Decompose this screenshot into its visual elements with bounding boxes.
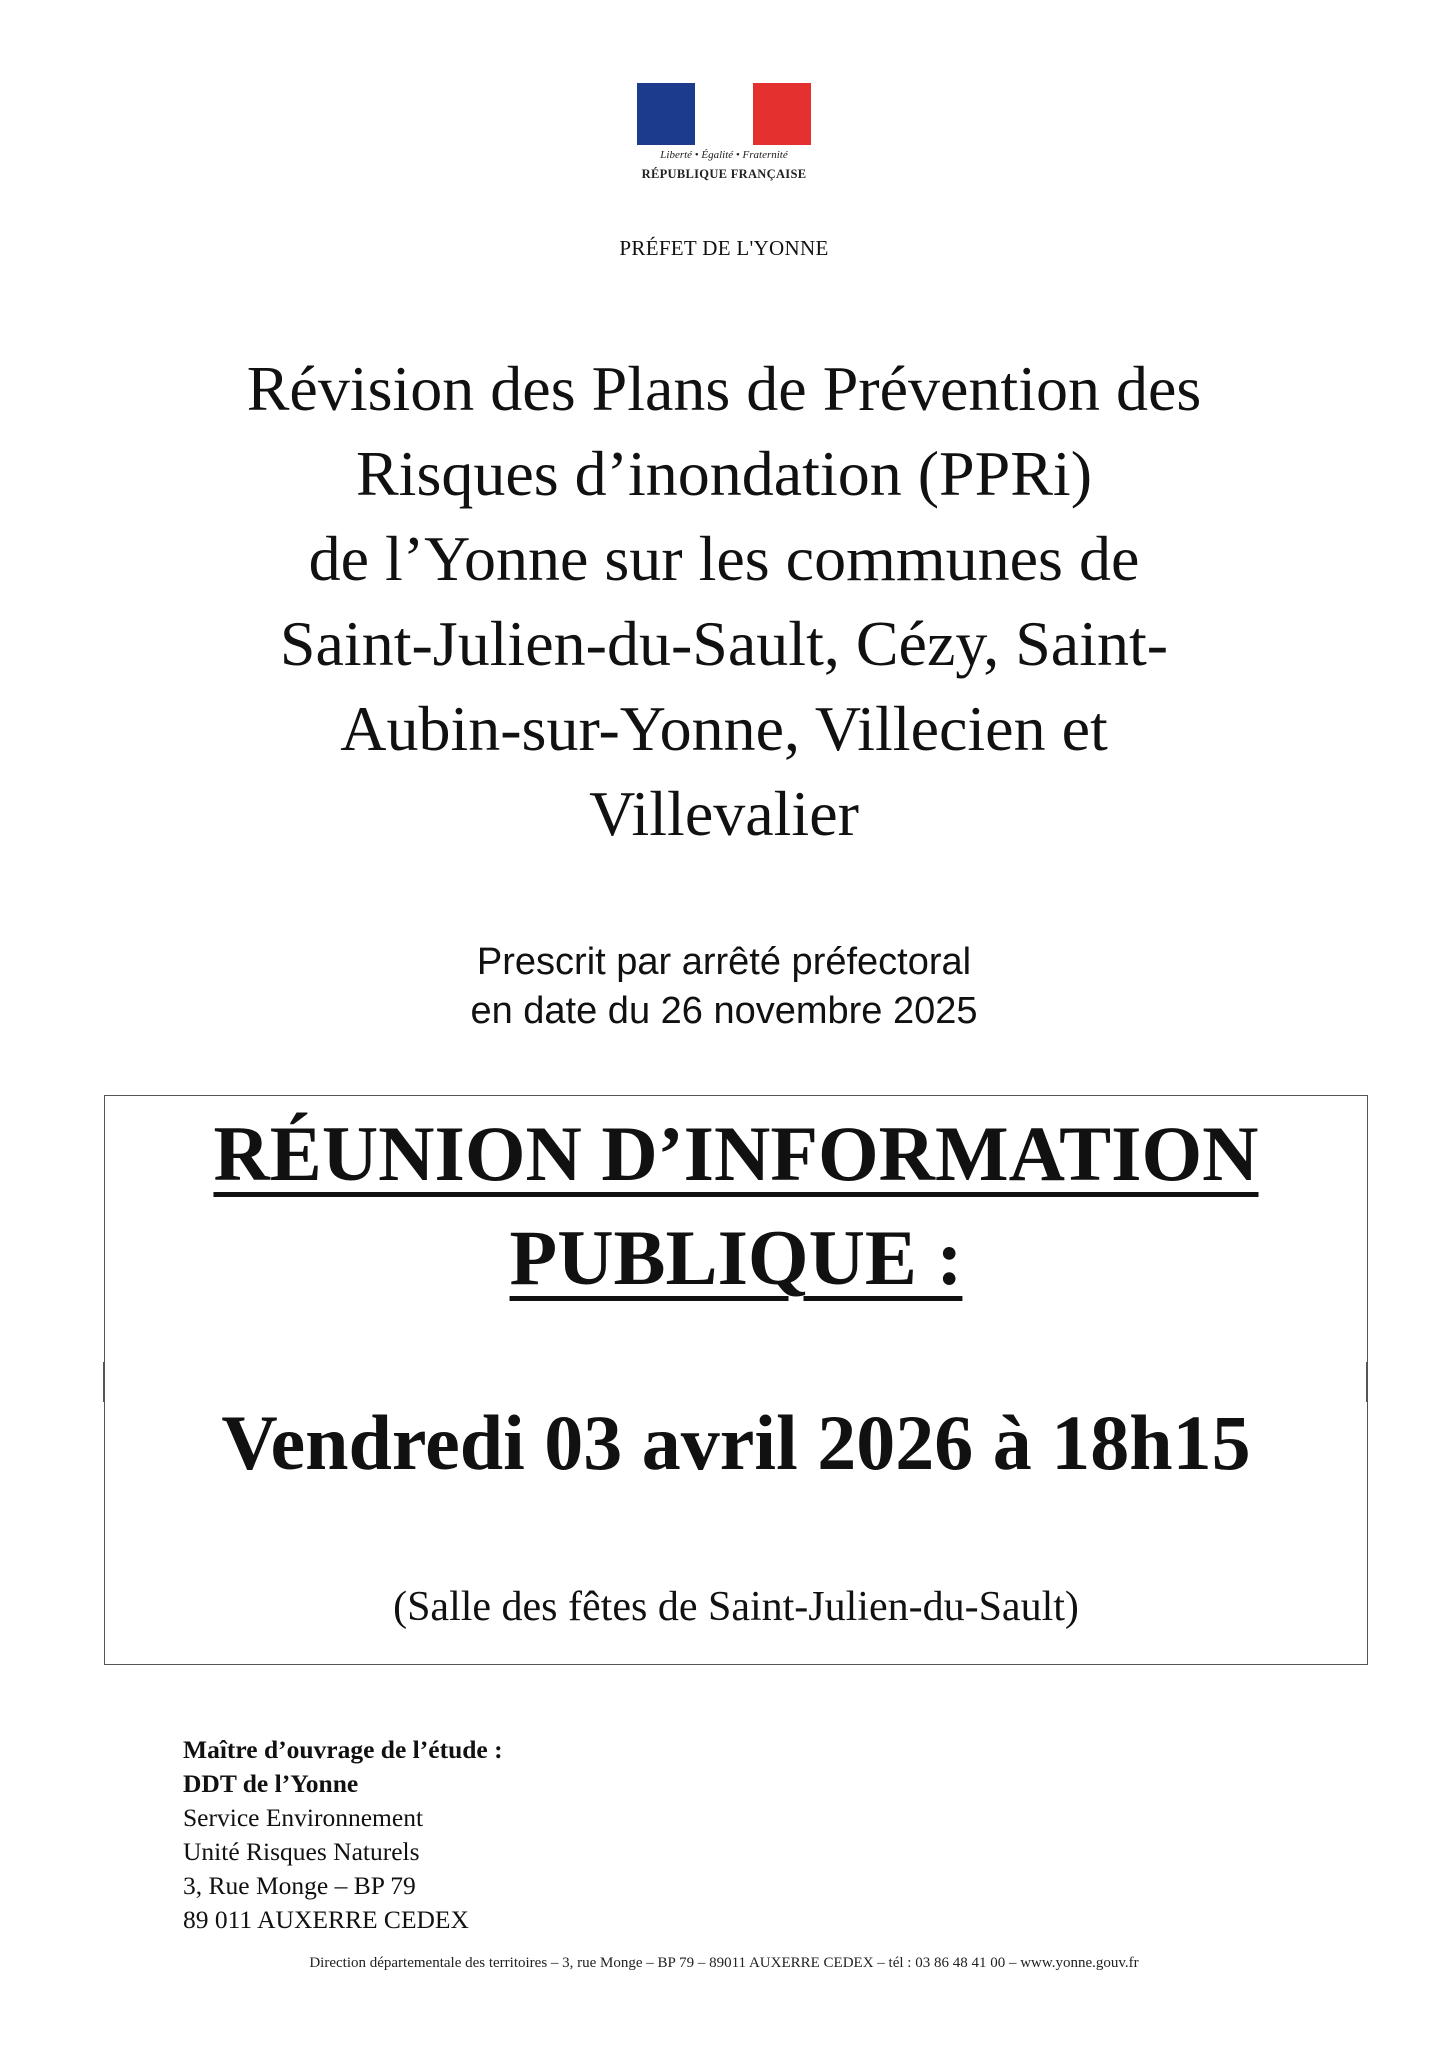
page-footer: Direction départementale des territoires – 3, rue Monge – BP 79 – 89011 AUXERRE CEDEX – tél : 03 86 48 41 00 – www.yonne.gouv.fr (309, 1955, 1139, 1971)
title-line: de l’Yonne sur les communes de (308, 523, 1140, 594)
meeting-heading-line: PUBLIQUE : (509, 1214, 963, 1301)
title-line: Aubin-sur-Yonne, Villecien et (340, 693, 1108, 764)
tricolor-flag (637, 83, 811, 145)
contact-org: DDT de l’Yonne (183, 1769, 359, 1798)
marianne-logo (637, 83, 811, 189)
meeting-date: Vendredi 03 avril 2026 à 18h15 (221, 1399, 1251, 1486)
prescription-line: en date du 26 novembre 2025 (470, 990, 978, 1032)
contact-line: Unité Risques Naturels (183, 1837, 420, 1866)
prescription-note (0, 938, 1448, 1036)
prescription-line: Prescrit par arrêté préfectoral (476, 941, 972, 983)
document-title (140, 346, 1308, 856)
contact-line: 3, Rue Monge – BP 79 (183, 1871, 416, 1900)
title-line: Révision des Plans de Prévention des (246, 353, 1202, 424)
republic-motto: Liberté • Égalité • Fraternité (660, 149, 788, 161)
contact-block (183, 1733, 503, 1937)
prefet-heading: PRÉFET DE L'YONNE (619, 236, 829, 260)
title-line: Saint-Julien-du-Sault, Cézy, Saint- (279, 608, 1169, 679)
title-line: Risques d’inondation (PPRi) (355, 438, 1093, 509)
republic-name: RÉPUBLIQUE FRANÇAISE (641, 167, 807, 181)
contact-label: Maître d’ouvrage de l’étude : (183, 1735, 503, 1764)
meeting-place: (Salle des fêtes de Saint-Julien-du-Sault) (393, 1584, 1079, 1630)
title-line: Villevalier (589, 778, 859, 849)
contact-line: 89 011 AUXERRE CEDEX (183, 1905, 469, 1934)
meeting-heading (104, 1102, 1368, 1310)
meeting-heading-line: RÉUNION D’INFORMATION (213, 1110, 1259, 1197)
contact-line: Service Environnement (183, 1803, 424, 1832)
